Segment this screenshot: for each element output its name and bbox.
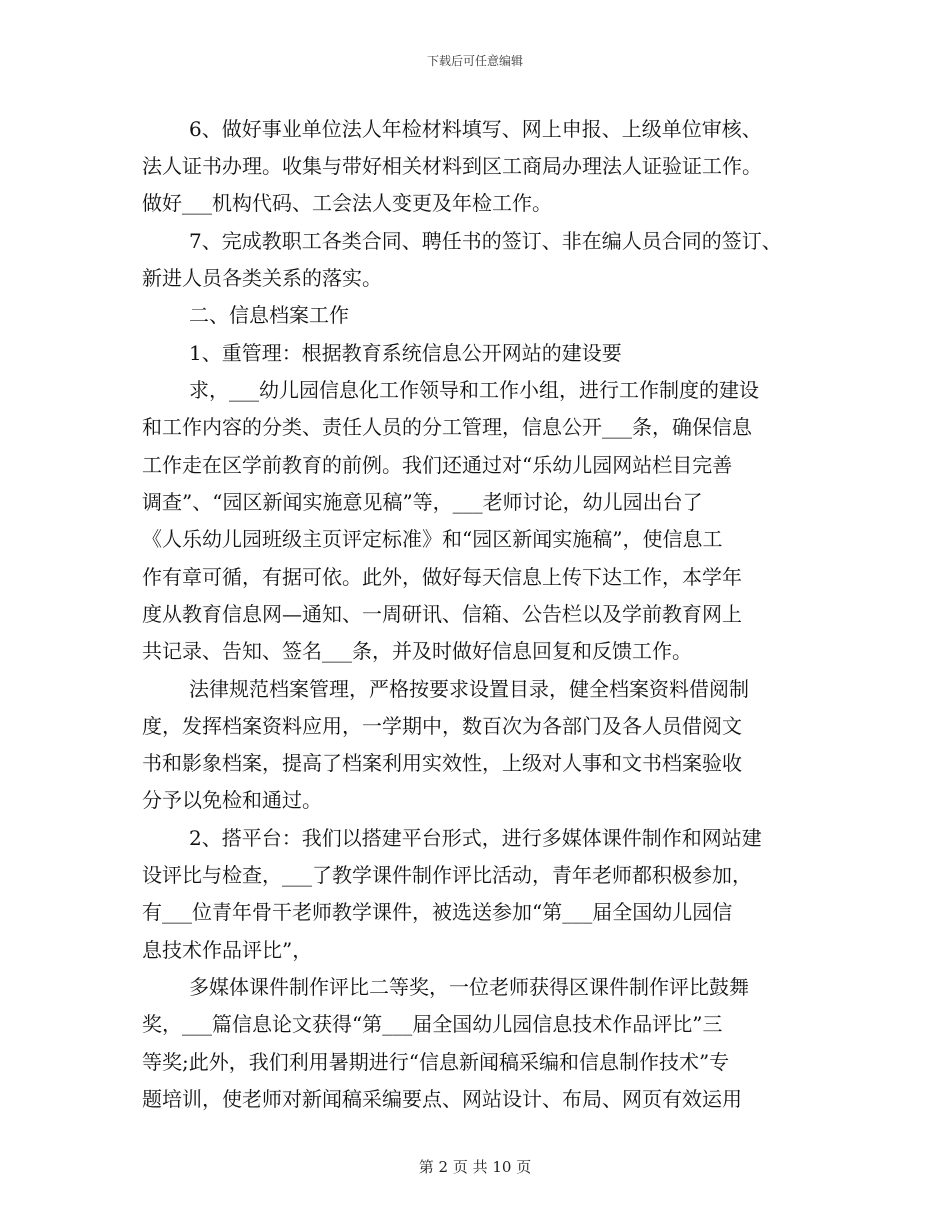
- text-line: 做好___机构代码、工会法人变更及年检工作。: [142, 191, 552, 215]
- text-line: 工作走在区学前教育的前例。我们还通过对“乐幼儿园网站栏目完善: [142, 453, 733, 477]
- text-line: 2、搭平台：我们以搭建平台形式，进行多媒体课件制作和网站建: [189, 826, 762, 850]
- text-line: 有___位青年骨干老师教学课件，被选送参加“第___届全国幼儿园信: [142, 900, 733, 924]
- page-header: 下载后可任意编辑: [426, 54, 523, 68]
- text-line: 息技术作品评比”，: [142, 938, 313, 962]
- text-line: 作有章可循，有据可依。此外，做好每天信息上传下达工作，本学年: [142, 565, 742, 589]
- text-line: 求，___幼儿园信息化工作领导和工作小组，进行工作制度的建设: [189, 378, 759, 402]
- text-line: 设评比与检查，___了教学课件制作评比活动，青年老师都积极参加，: [142, 863, 752, 887]
- text-line: 7、完成教职工各类合同、聘任书的签订、非在编人员合同的签订、: [189, 229, 782, 253]
- text-line: 新进人员各类关系的落实。: [142, 266, 382, 290]
- text-line: 1、重管理：根据教育系统信息公开网站的建设要: [189, 341, 622, 365]
- section-heading: 二、信息档案工作: [189, 303, 349, 327]
- text-line: 书和影象档案，提高了档案利用实效性，上级对人事和文书档案验收: [142, 751, 742, 775]
- text-line: 和工作内容的分类、责任人员的分工管理，信息公开___条，确保信息: [142, 415, 752, 439]
- text-line: 共记录、告知、签名___条，并及时做好信息回复和反馈工作。: [142, 639, 692, 663]
- text-line: 《人乐幼儿园班级主页评定标准》和“园区新闻实施稿”，使信息工: [142, 527, 723, 551]
- text-line: 法律规范档案管理，严格按要求设置目录，健全档案资料借阅制: [189, 677, 749, 701]
- text-line: 多媒体课件制作评比二等奖，一位老师获得区课件制作评比鼓舞: [189, 975, 749, 999]
- text-line: 6、做好事业单位法人年检材料填写、网上申报、上级单位审核、: [189, 117, 762, 141]
- text-line: 法人证书办理。收集与带好相关材料到区工商局办理法人证验证工作。: [142, 154, 762, 178]
- page-footer: 第 2 页 共 10 页: [418, 1158, 532, 1176]
- text-line: 题培训，使老师对新闻稿采编要点、网站设计、布局、网页有效运用: [142, 1087, 742, 1111]
- text-line: 奖，___篇信息论文获得“第___届全国幼儿园信息技术作品评比”三: [142, 1012, 723, 1036]
- text-line: 分予以免检和通过。: [142, 788, 322, 812]
- text-line: 度，发挥档案资料应用，一学期中，数百次为各部门及各人员借阅文: [142, 714, 742, 738]
- text-line: 度从教育信息网—通知、一周研讯、信箱、公告栏以及学前教育网上: [142, 602, 742, 626]
- text-line: 调查”、“园区新闻实施意见稿”等，___老师讨论，幼儿园出台了: [142, 490, 703, 514]
- text-line: 等奖;此外，我们利用暑期进行“信息新闻稿采编和信息制作技术”专: [142, 1050, 730, 1074]
